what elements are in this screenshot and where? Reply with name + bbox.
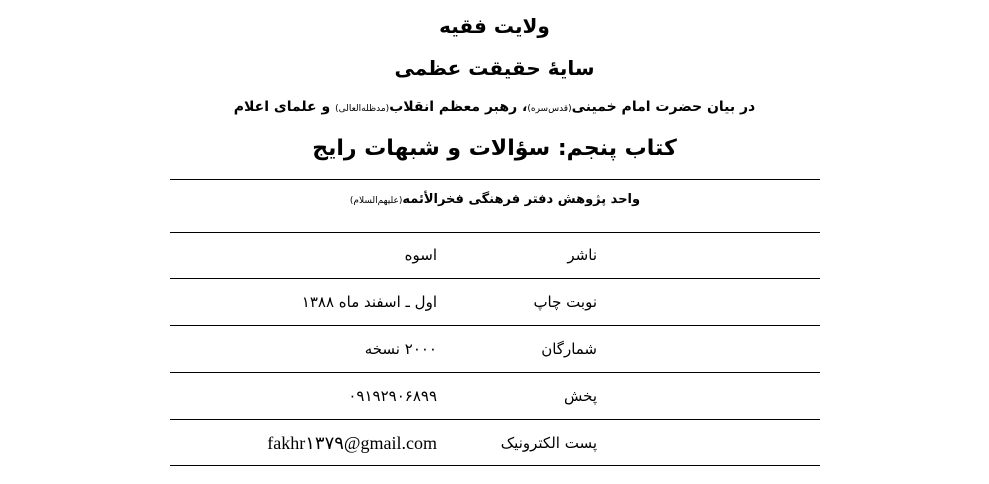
info-value: ۰۹۱۹۲۹۰۶۸۹۹ [348,387,437,405]
info-label: نوبت چاپ [533,293,597,311]
credit-line [170,190,820,211]
statement-part-3: و علمای اعلام [233,99,336,115]
divider [170,325,820,326]
info-label: ناشر [567,246,597,264]
statement-line [0,97,989,119]
info-label: شمارگان [541,340,597,358]
divider [170,278,820,279]
info-value: ۲۰۰۰ نسخه [364,340,437,358]
book-title: کتاب پنجم: سؤالات و شبهات رایج [312,136,677,161]
honorific-1: (قدس‌سره) [527,104,572,114]
divider [170,372,820,373]
page-subtitle: سایۀ حقیقت عظمی [394,56,595,80]
info-label: پخش [564,387,597,405]
info-value: اول ـ اسفند ماه ۱۳۸۸ [301,293,437,311]
honorific-2: (مدظله‌العالی) [335,104,390,114]
info-row-distribution [170,381,820,411]
info-row-edition [170,287,820,317]
info-row-publisher [170,240,820,270]
statement-part-1: در بیان حضرت امام خمینی [571,99,756,115]
credit-main: واحد پژوهش دفتر فرهنگی فخرالأئمه [402,192,641,207]
info-row-circulation [170,334,820,364]
statement-part-2: ، رهبر معظم انقلاب [389,99,528,115]
divider [170,465,820,466]
divider [170,232,820,233]
info-value: اسوه [404,246,437,264]
page-title: ولایت فقیه [439,14,550,38]
info-row-email [170,428,820,458]
credit-honorific: (علیهم‌السلام) [349,196,403,206]
divider [170,179,820,180]
info-label: پست الکترونیک [500,434,597,452]
email-value: fakhr۱۳۷۹@gmail.com [267,433,437,453]
divider [170,419,820,420]
